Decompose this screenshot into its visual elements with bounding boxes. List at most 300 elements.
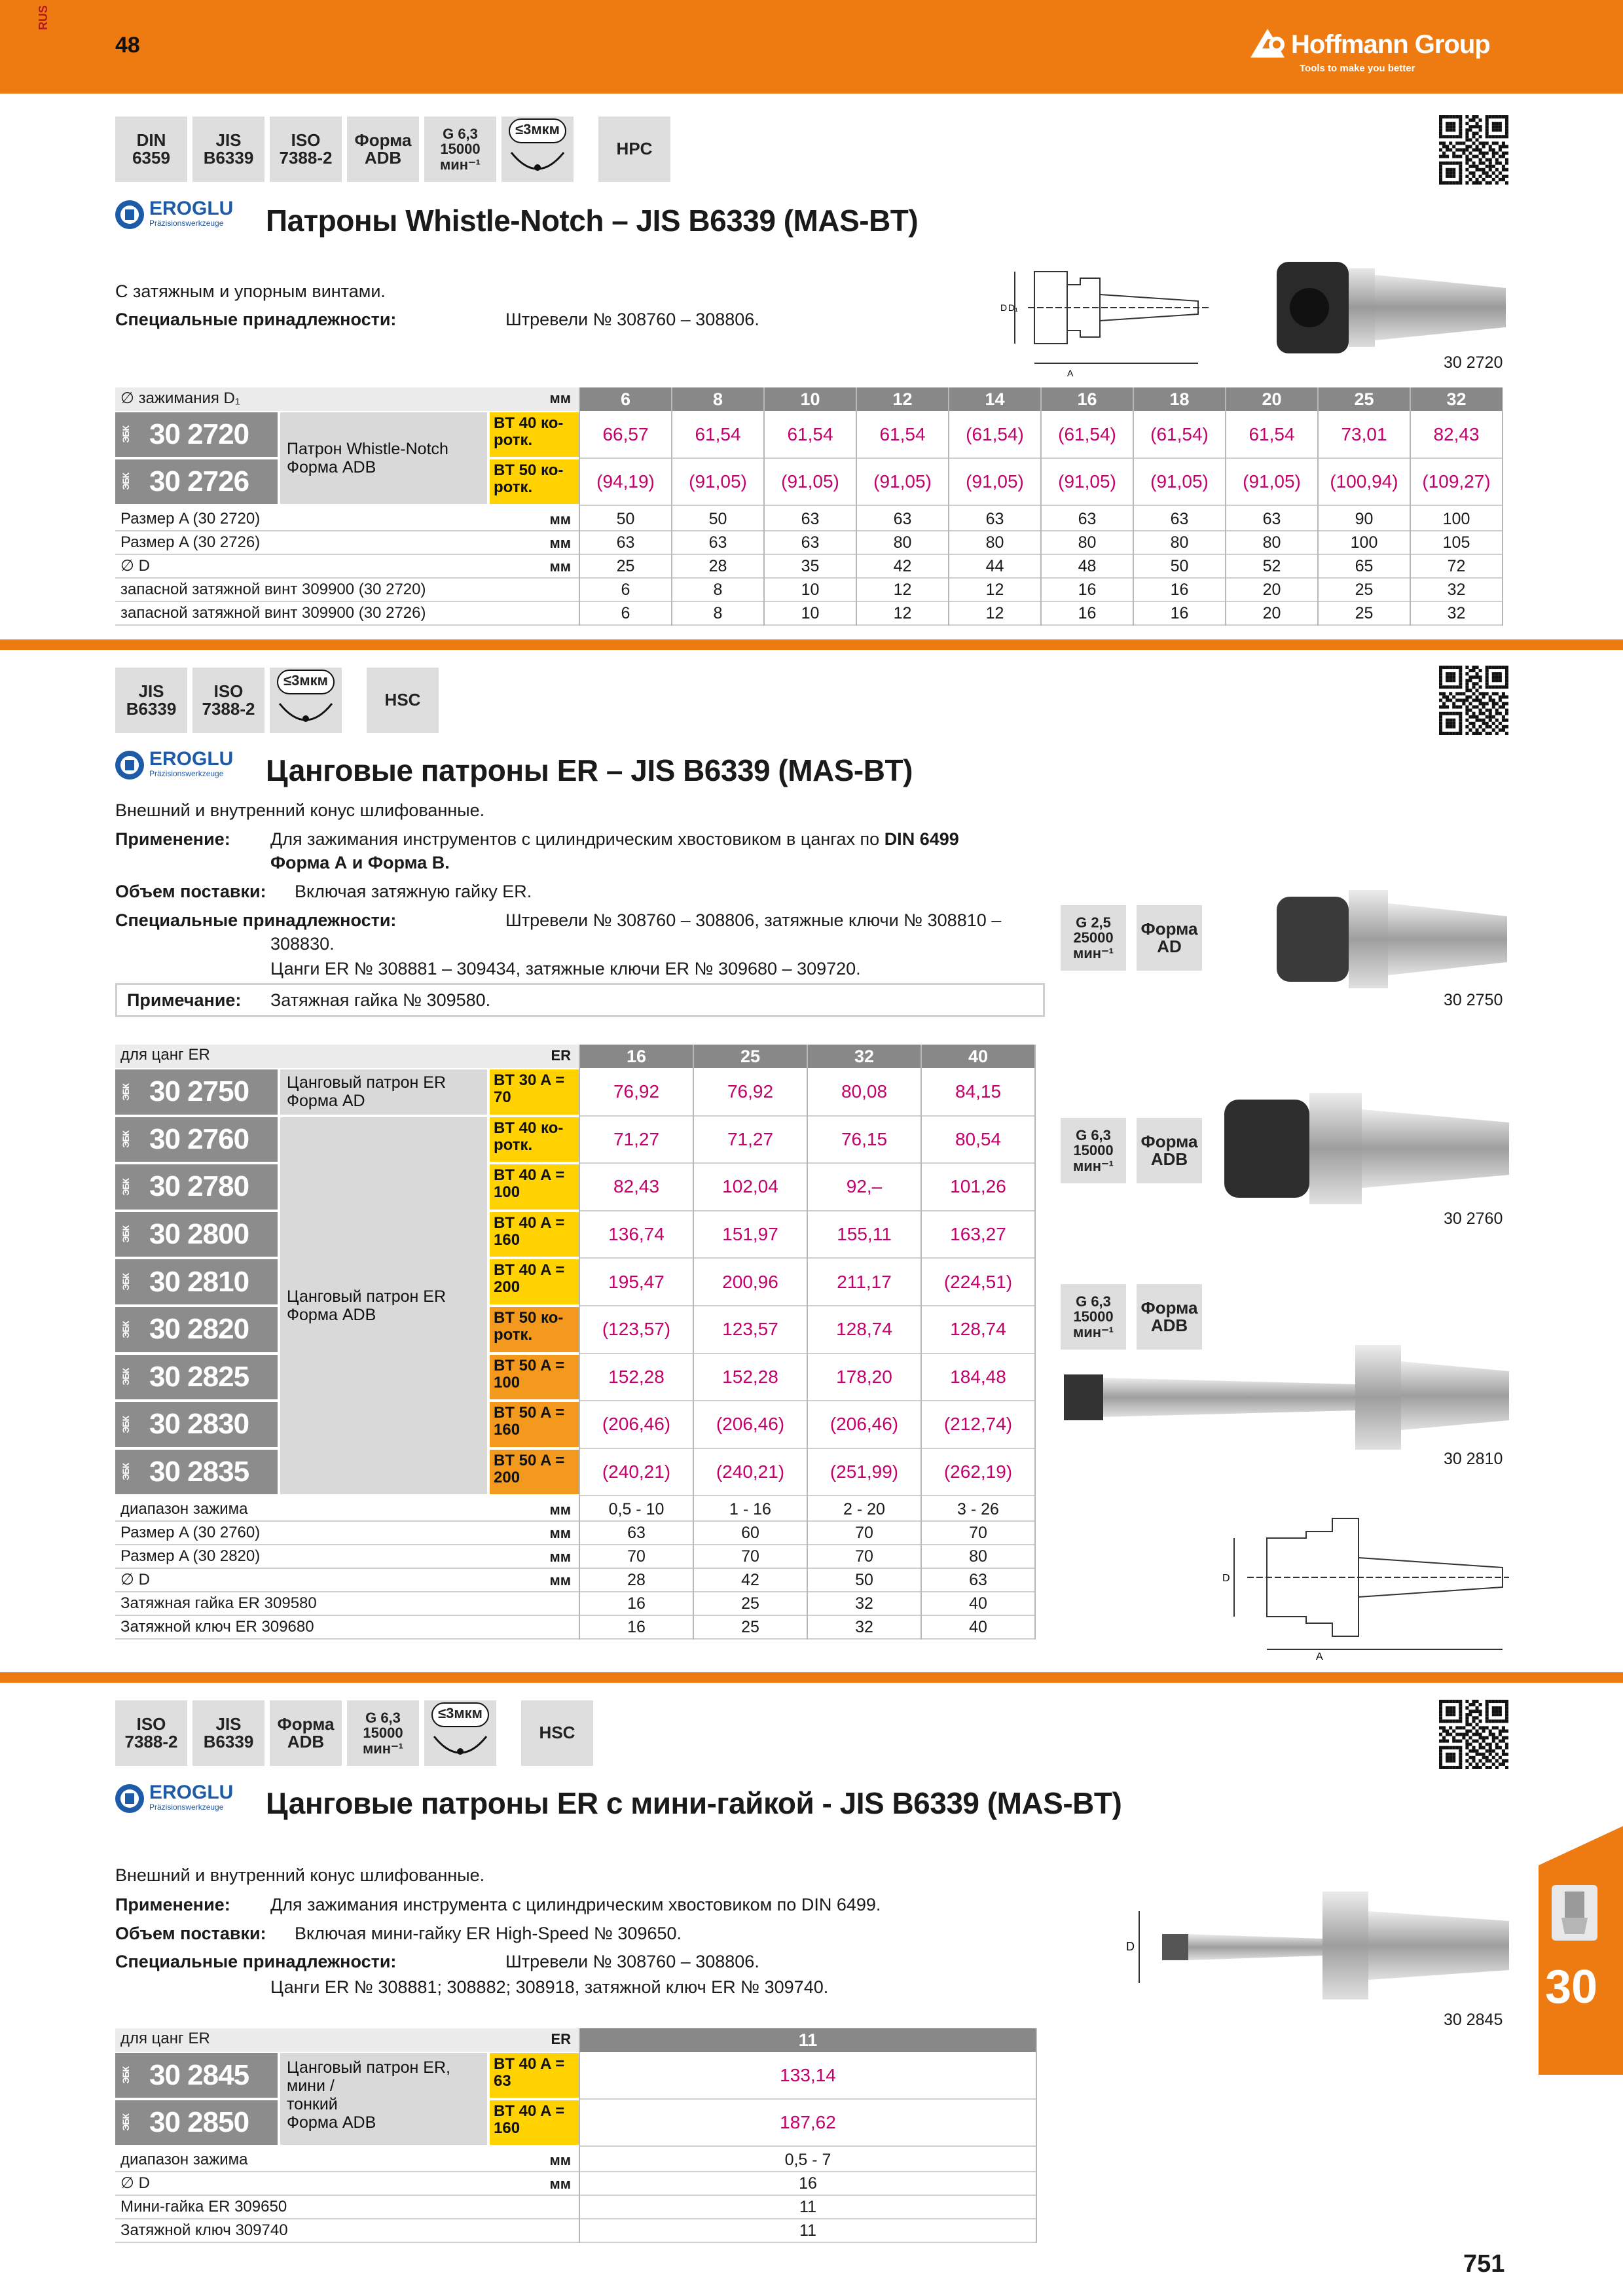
price-cell[interactable]: (91,05) — [1058, 471, 1116, 492]
spec-value: 11 — [799, 2198, 816, 2216]
price-cell[interactable]: 163,27 — [950, 1224, 1006, 1245]
s2-app-value-bold: DIN 6499 — [884, 829, 959, 849]
spec-value: 40 — [969, 1618, 987, 1637]
spec-value: 63 — [708, 533, 727, 552]
spec-value: 90 — [1355, 510, 1374, 528]
column-divider — [1502, 387, 1503, 626]
size-header: 16 — [1042, 387, 1133, 411]
price-cell[interactable]: 123,57 — [722, 1319, 778, 1340]
eroglu-logo — [114, 1782, 258, 1819]
ebk-label: ЭБК — [120, 1083, 131, 1101]
article-number-text: 30 2726 — [149, 465, 249, 497]
s3-acc-value-1: Штревели № 308760 – 308806. — [505, 1952, 759, 1971]
spec-value: 63 — [1262, 510, 1281, 528]
table-header-unit: ER — [551, 1047, 571, 1064]
s2-photo-302750 — [1270, 884, 1512, 995]
product-description — [280, 2053, 487, 2145]
ebk-label: ЭБК — [120, 2114, 131, 2131]
spec-value: 70 — [627, 1547, 646, 1566]
s2-acc-label: Специальные принадлежности: — [115, 910, 397, 930]
size-header: 40 — [922, 1045, 1034, 1068]
form-badge: Форма AD — [1137, 905, 1202, 971]
price-cell[interactable]: 61,54 — [1249, 424, 1295, 444]
price-cell[interactable]: (206,46) — [830, 1414, 899, 1435]
spec-divider — [115, 1638, 1036, 1640]
spec-badge: HSC — [521, 1700, 593, 1766]
ebk-label: ЭБК — [120, 1463, 131, 1480]
s3-acc-value-2: Цанги ER № 308881; 308882; 308918, затяжной ключ ER № 309740. — [270, 1977, 829, 1997]
spec-value: 32 — [855, 1594, 873, 1613]
price-cell[interactable]: 133,14 — [780, 2065, 836, 2085]
eroglu-wordmark: EROGLU — [149, 1782, 234, 1803]
spec-value: 70 — [741, 1547, 759, 1566]
spec-value: 1 - 16 — [729, 1500, 771, 1519]
spec-badge: G 6,3 15000 мин⁻¹ — [424, 117, 496, 182]
price-cell[interactable]: 92,– — [846, 1176, 883, 1197]
spec-value: 72 — [1447, 557, 1466, 575]
taper-label: BT 40 A = 100 — [490, 1164, 579, 1210]
ebk-label: ЭБК — [120, 1273, 131, 1291]
price-cell[interactable]: (224,51) — [943, 1271, 1013, 1292]
spec-value: 16 — [627, 1618, 646, 1637]
price-cell[interactable]: (206,46) — [716, 1414, 785, 1435]
spec-value: 6 — [621, 604, 630, 622]
article-number-text: 30 2810 — [149, 1265, 249, 1298]
spec-badge: DIN 6359 — [115, 117, 187, 182]
spec-value: 0,5 - 10 — [608, 1500, 665, 1519]
ebk-label: ЭБК — [120, 1178, 131, 1196]
taper-label: BT 40 A = 160 — [490, 1212, 579, 1257]
s3-acc-label: Специальные принадлежности: — [115, 1952, 397, 1971]
price-cell[interactable]: 211,17 — [837, 1271, 892, 1292]
qr-code-icon[interactable] — [1439, 664, 1508, 736]
balance-badge: G 2,5 25000 мин⁻¹ — [1061, 905, 1126, 971]
article-number[interactable] — [115, 1307, 278, 1352]
spec-value: 70 — [969, 1524, 987, 1543]
spec-unit: мм — [549, 558, 571, 575]
price-cell[interactable]: 155,11 — [837, 1224, 892, 1245]
spec-value: 65 — [1355, 557, 1374, 575]
size-header: 25 — [694, 1045, 807, 1068]
spec-badge: ISO 7388-2 — [270, 117, 342, 182]
table-header-unit: мм — [549, 390, 571, 406]
spec-value: 20 — [1262, 581, 1281, 599]
spec-value: 8 — [713, 604, 723, 622]
price-cell[interactable]: 136,74 — [608, 1224, 665, 1245]
balance-badge: G 6,3 15000 мин⁻¹ — [1061, 1118, 1126, 1183]
spec-value: 32 — [1447, 604, 1466, 622]
column-divider — [693, 1045, 694, 1640]
price-cell[interactable]: 178,20 — [836, 1366, 892, 1387]
spec-value: 25 — [741, 1618, 759, 1637]
spec-value: 50 — [708, 510, 727, 528]
price-cell[interactable]: (91,05) — [781, 471, 839, 492]
s1-title: Патроны Whistle-Notch – JIS B6339 (MAS-BT) — [266, 204, 919, 238]
eroglu-sub: Präzisionswerkzeuge — [149, 219, 224, 228]
price-cell[interactable]: (91,05) — [689, 471, 747, 492]
spec-value: 35 — [801, 557, 820, 575]
column-divider — [1034, 1045, 1036, 1640]
qr-code-icon[interactable] — [1439, 114, 1508, 186]
article-number[interactable] — [115, 1355, 278, 1400]
price-cell[interactable]: (240,21) — [716, 1462, 785, 1482]
s2-app-value-text: Для зажимания инструментов с цилиндрическим хвостовиком в цангах по — [270, 829, 880, 849]
column-divider — [579, 387, 580, 626]
price-cell[interactable]: (240,21) — [602, 1462, 671, 1482]
row-divider — [580, 1115, 1036, 1117]
ebk-label: ЭБК — [120, 473, 131, 490]
row-divider — [580, 1495, 1036, 1496]
price-cell[interactable]: 152,28 — [608, 1366, 665, 1387]
price-cell[interactable]: (262,19) — [943, 1462, 1013, 1482]
spec-label: ∅ D — [120, 1571, 150, 1589]
runout-badge — [424, 1700, 496, 1766]
s2-scope-label: Объем поставки: — [115, 882, 266, 901]
spec-label: Мини-гайка ER 309650 — [120, 2198, 287, 2215]
hoffmann-logo-icon — [1248, 26, 1290, 60]
s2-technical-drawing — [1208, 1512, 1516, 1662]
spec-value: 63 — [616, 533, 635, 552]
price-cell[interactable]: 76,92 — [613, 1081, 660, 1102]
table-header-unit: ER — [551, 2031, 571, 2047]
size-header: 12 — [857, 387, 948, 411]
size-header: 11 — [580, 2028, 1036, 2052]
article-number[interactable] — [115, 1450, 278, 1495]
price-cell[interactable]: 195,47 — [608, 1271, 665, 1292]
price-cell[interactable]: 76,92 — [727, 1081, 774, 1102]
runout-badge — [270, 668, 342, 733]
price-cell[interactable]: 71,27 — [727, 1128, 774, 1149]
runout-label: ≤3мкм — [283, 672, 328, 689]
spec-label: диапазон зажима — [120, 2151, 248, 2168]
article-number-text: 30 2845 — [149, 2059, 249, 2091]
article-number-text: 30 2835 — [149, 1456, 249, 1488]
price-cell[interactable]: 151,97 — [722, 1224, 778, 1245]
spec-value: 12 — [985, 604, 1004, 622]
spec-label: Затяжной ключ ER 309680 — [120, 1618, 314, 1636]
s2-acc-value-3: Цанги ER № 308881 – 309434, затяжные ключи ER № 309680 – 309720. — [270, 959, 861, 978]
row-divider — [580, 1257, 1036, 1259]
spec-value: 63 — [1170, 510, 1189, 528]
row-divider — [580, 2145, 1037, 2147]
s1-technical-drawing — [989, 239, 1264, 383]
size-header: 16 — [580, 1045, 693, 1068]
spec-badge: HSC — [367, 668, 439, 733]
spec-unit: мм — [549, 2176, 571, 2192]
spec-badge: HPC — [598, 117, 670, 182]
price-cell[interactable]: 200,96 — [722, 1271, 778, 1292]
svg-text:D₁: D₁ — [1008, 302, 1018, 313]
runout-label: ≤3мкм — [515, 121, 560, 137]
article-number-text: 30 2720 — [149, 418, 249, 450]
table-header-label: ∅ зажимания D₁ — [120, 389, 240, 407]
price-cell[interactable]: (91,05) — [966, 471, 1024, 492]
spec-value: 0,5 - 7 — [784, 2151, 831, 2169]
spec-value: 25 — [616, 557, 635, 575]
price-cell[interactable]: 61,54 — [787, 424, 833, 444]
spec-value: 6 — [621, 581, 630, 599]
spec-value: 12 — [985, 581, 1004, 599]
price-cell[interactable]: 66,57 — [602, 424, 649, 444]
article-number[interactable] — [115, 1259, 278, 1304]
brand-tagline: Tools to make you better — [1300, 63, 1415, 74]
price-cell[interactable]: (61,54) — [966, 424, 1024, 444]
side-tab[interactable] — [1539, 1826, 1623, 2075]
form-badge: Форма ADB — [1137, 1284, 1202, 1350]
brand-name: Hoffmann Group — [1291, 30, 1490, 59]
s3-app-label: Применение: — [115, 1895, 230, 1914]
price-cell[interactable]: 82,43 — [613, 1176, 660, 1197]
spec-value: 3 - 26 — [957, 1500, 999, 1519]
s1-photo-caption: 30 2720 — [1444, 353, 1503, 372]
spec-value: 80 — [985, 533, 1004, 552]
price-cell[interactable]: 82,43 — [1433, 424, 1480, 444]
price-cell[interactable]: (100,94) — [1330, 471, 1398, 492]
size-header: 25 — [1319, 387, 1410, 411]
price-cell[interactable]: 187,62 — [780, 2112, 836, 2132]
spec-unit: мм — [549, 511, 571, 528]
spec-value: 42 — [893, 557, 912, 575]
s2-note-value: Затяжная гайка № 309580. — [270, 990, 491, 1010]
article-number[interactable] — [115, 1069, 278, 1115]
price-cell[interactable]: 101,26 — [950, 1176, 1006, 1197]
size-header: 8 — [672, 387, 763, 411]
article-number[interactable] — [115, 1402, 278, 1447]
s1-acc-label: Специальные принадлежности: — [115, 310, 397, 329]
page-number-bottom: 751 — [1463, 2250, 1505, 2278]
spec-value: 100 — [1442, 510, 1470, 528]
spec-value: 80 — [1078, 533, 1097, 552]
spec-badge: JIS B6339 — [192, 1700, 264, 1766]
taper-label: BT 40 A = 200 — [490, 1259, 579, 1304]
s1-acc-value: Штревели № 308760 – 308806. — [505, 310, 759, 329]
price-cell[interactable]: (94,19) — [596, 471, 655, 492]
s2-note-box — [115, 983, 1045, 1017]
price-cell[interactable]: 61,54 — [879, 424, 926, 444]
price-cell[interactable]: (251,99) — [830, 1462, 899, 1482]
spec-unit: мм — [549, 2152, 571, 2168]
s3-product-photo — [1126, 1885, 1512, 2006]
price-cell[interactable]: 184,48 — [950, 1366, 1006, 1387]
row-divider — [580, 457, 1503, 459]
spec-value: 25 — [741, 1594, 759, 1613]
spec-value: 12 — [893, 581, 912, 599]
spec-value: 50 — [855, 1571, 873, 1590]
s2-title: Цанговые патроны ER – JIS B6339 (MAS-BT) — [266, 753, 913, 787]
ebk-label: ЭБК — [120, 1416, 131, 1433]
price-cell[interactable]: 80,54 — [955, 1128, 1002, 1149]
size-header: 18 — [1134, 387, 1225, 411]
product-description — [280, 1117, 487, 1495]
taper-label: BT 30 A = 70 — [490, 1069, 579, 1115]
svg-text:A: A — [1316, 1651, 1323, 1662]
column-divider — [921, 1045, 922, 1640]
article-number[interactable] — [115, 2053, 278, 2098]
spec-unit: мм — [549, 1572, 571, 1589]
spec-label: диапазон зажима — [120, 1500, 248, 1518]
spec-value: 50 — [1170, 557, 1189, 575]
qr-code-icon[interactable] — [1439, 1698, 1508, 1770]
spec-label: запасной затяжной винт 309900 (30 2720) — [120, 581, 426, 598]
spec-value: 60 — [741, 1524, 759, 1543]
taper-label: BT 40 ко- ротк. — [490, 1117, 579, 1162]
spec-value: 40 — [969, 1594, 987, 1613]
spec-value: 16 — [1170, 604, 1189, 622]
article-number[interactable] — [115, 412, 278, 457]
svg-text:D: D — [1000, 302, 1008, 313]
price-cell[interactable]: 71,27 — [613, 1128, 660, 1149]
spec-value: 63 — [801, 510, 820, 528]
page-number-top: 48 — [115, 33, 140, 58]
spec-value: 70 — [855, 1524, 873, 1543]
s2-photo-302760 — [1218, 1086, 1512, 1211]
spec-value: 63 — [985, 510, 1004, 528]
side-tab-number: 30 — [1545, 1961, 1598, 2013]
column-divider — [1225, 387, 1226, 626]
price-cell[interactable]: 80,08 — [841, 1081, 888, 1102]
spec-divider — [115, 624, 1503, 626]
spec-badge: Форма ADB — [270, 1700, 342, 1766]
row-divider — [580, 1162, 1036, 1164]
price-cell[interactable]: (206,46) — [602, 1414, 671, 1435]
form-badge: Форма ADB — [1137, 1118, 1202, 1183]
spec-value: 100 — [1350, 533, 1378, 552]
column-divider — [671, 387, 672, 626]
spec-badge: ISO 7388-2 — [192, 668, 264, 733]
price-cell[interactable]: 128,74 — [836, 1319, 892, 1340]
s3-scope-value: Включая мини-гайку ER High-Speed № 309650. — [295, 1924, 682, 1943]
eroglu-sub: Präzisionswerkzeuge — [149, 769, 224, 778]
s2-photo-caption-1: 30 2750 — [1444, 991, 1503, 1009]
svg-text:D: D — [1222, 1573, 1230, 1584]
s3-scope-label: Объем поставки: — [115, 1924, 266, 1943]
price-cell[interactable]: 128,74 — [950, 1319, 1006, 1340]
spec-label: запасной затяжной винт 309900 (30 2726) — [120, 604, 426, 622]
eroglu-sub: Präzisionswerkzeuge — [149, 1803, 224, 1812]
price-cell[interactable]: 102,04 — [722, 1176, 778, 1197]
price-cell[interactable]: (91,05) — [1243, 471, 1301, 492]
spec-value: 80 — [1170, 533, 1189, 552]
spec-value: 63 — [1078, 510, 1097, 528]
price-cell[interactable]: 84,15 — [955, 1081, 1002, 1102]
price-cell[interactable]: (91,05) — [873, 471, 932, 492]
price-cell[interactable]: 61,54 — [695, 424, 741, 444]
taper-label: BT 40 A = 63 — [490, 2053, 579, 2098]
product-description-text: Патрон Whistle-Notch Форма ADB — [287, 440, 448, 476]
spec-divider — [115, 2242, 1037, 2243]
s2-app-value-2: Форма А и Форма В. — [270, 853, 450, 872]
spec-value: 80 — [1262, 533, 1281, 552]
eroglu-wordmark: EROGLU — [149, 198, 234, 219]
taper-label: BT 50 ко- ротк. — [490, 1307, 579, 1352]
price-cell[interactable]: (91,05) — [1150, 471, 1209, 492]
spec-value: 42 — [741, 1571, 759, 1590]
svg-text:A: A — [1067, 368, 1074, 378]
spec-value: 50 — [616, 510, 635, 528]
column-divider — [1317, 387, 1319, 626]
article-number[interactable] — [115, 1212, 278, 1257]
size-header: 32 — [808, 1045, 921, 1068]
ebk-label: ЭБК — [120, 1226, 131, 1243]
product-description-text: Цанговый патрон ER Форма ADB — [287, 1287, 447, 1324]
spec-unit: мм — [549, 1549, 571, 1566]
spec-value: 63 — [969, 1571, 987, 1590]
spec-value: 32 — [1447, 581, 1466, 599]
spec-badge: JIS B6339 — [115, 668, 187, 733]
article-number[interactable] — [115, 2100, 278, 2145]
column-divider — [579, 1045, 580, 1640]
eroglu-wordmark: EROGLU — [149, 748, 234, 770]
spec-value: 20 — [1262, 604, 1281, 622]
article-number[interactable] — [115, 459, 278, 504]
spec-unit: мм — [549, 1525, 571, 1542]
spec-value: 10 — [801, 581, 820, 599]
price-cell[interactable]: 152,28 — [722, 1366, 778, 1387]
s2-app-value — [270, 826, 959, 852]
spec-label: Размер A (30 2726) — [120, 533, 261, 551]
product-description — [280, 1069, 487, 1115]
column-divider — [763, 387, 765, 626]
article-number-text: 30 2760 — [149, 1122, 249, 1155]
spec-value: 32 — [855, 1618, 873, 1637]
s3-line1: Внешний и внутренний конус шлифованные. — [115, 1865, 485, 1885]
s2-app-label: Применение: — [115, 829, 230, 849]
article-number-text: 30 2800 — [149, 1218, 249, 1251]
spec-value: 52 — [1262, 557, 1281, 575]
article-number-text: 30 2830 — [149, 1408, 249, 1441]
article-number-text: 30 2850 — [149, 2106, 249, 2138]
spec-value: 16 — [627, 1594, 646, 1613]
spec-value: 28 — [627, 1571, 646, 1590]
ebk-label: ЭБК — [120, 2067, 131, 2084]
article-number[interactable] — [115, 1164, 278, 1210]
price-cell[interactable]: (61,54) — [1058, 424, 1116, 444]
row-divider — [580, 1305, 1036, 1306]
size-header: 14 — [949, 387, 1040, 411]
section-separator — [0, 1672, 1623, 1683]
spec-unit: мм — [549, 535, 571, 551]
s3-photo-caption: 30 2845 — [1444, 2011, 1503, 2029]
spec-value: 11 — [799, 2221, 816, 2240]
column-divider — [1410, 387, 1411, 626]
s2-scope-value: Включая затяжную гайку ER. — [295, 882, 532, 901]
size-header: 20 — [1226, 387, 1317, 411]
price-cell[interactable]: (61,54) — [1150, 424, 1209, 444]
eroglu-logo — [114, 748, 258, 785]
runout-badge — [501, 117, 574, 182]
size-header: 32 — [1411, 387, 1502, 411]
price-cell[interactable]: (212,74) — [943, 1414, 1013, 1435]
row-divider — [580, 2098, 1037, 2100]
row-divider — [580, 1448, 1036, 1449]
spec-label: Размер A (30 2760) — [120, 1524, 261, 1542]
spec-label: Размер A (30 2720) — [120, 510, 261, 528]
column-divider — [1036, 2028, 1037, 2243]
price-cell[interactable]: 73,01 — [1341, 424, 1387, 444]
spec-value: 48 — [1078, 557, 1097, 575]
row-divider — [580, 1210, 1036, 1211]
product-description — [280, 412, 487, 504]
column-divider — [948, 387, 949, 626]
ebk-label: ЭБК — [120, 426, 131, 443]
article-number[interactable] — [115, 1117, 278, 1162]
ebk-label: ЭБК — [120, 1369, 131, 1386]
price-cell[interactable]: (109,27) — [1422, 471, 1491, 492]
price-cell[interactable]: 76,15 — [841, 1128, 888, 1149]
price-cell[interactable]: (123,57) — [602, 1319, 671, 1340]
spec-value: 10 — [801, 604, 820, 622]
s3-title: Цанговые патроны ER с мини-гайкой - JIS B6339 (MAS-BT) — [266, 1786, 1122, 1820]
